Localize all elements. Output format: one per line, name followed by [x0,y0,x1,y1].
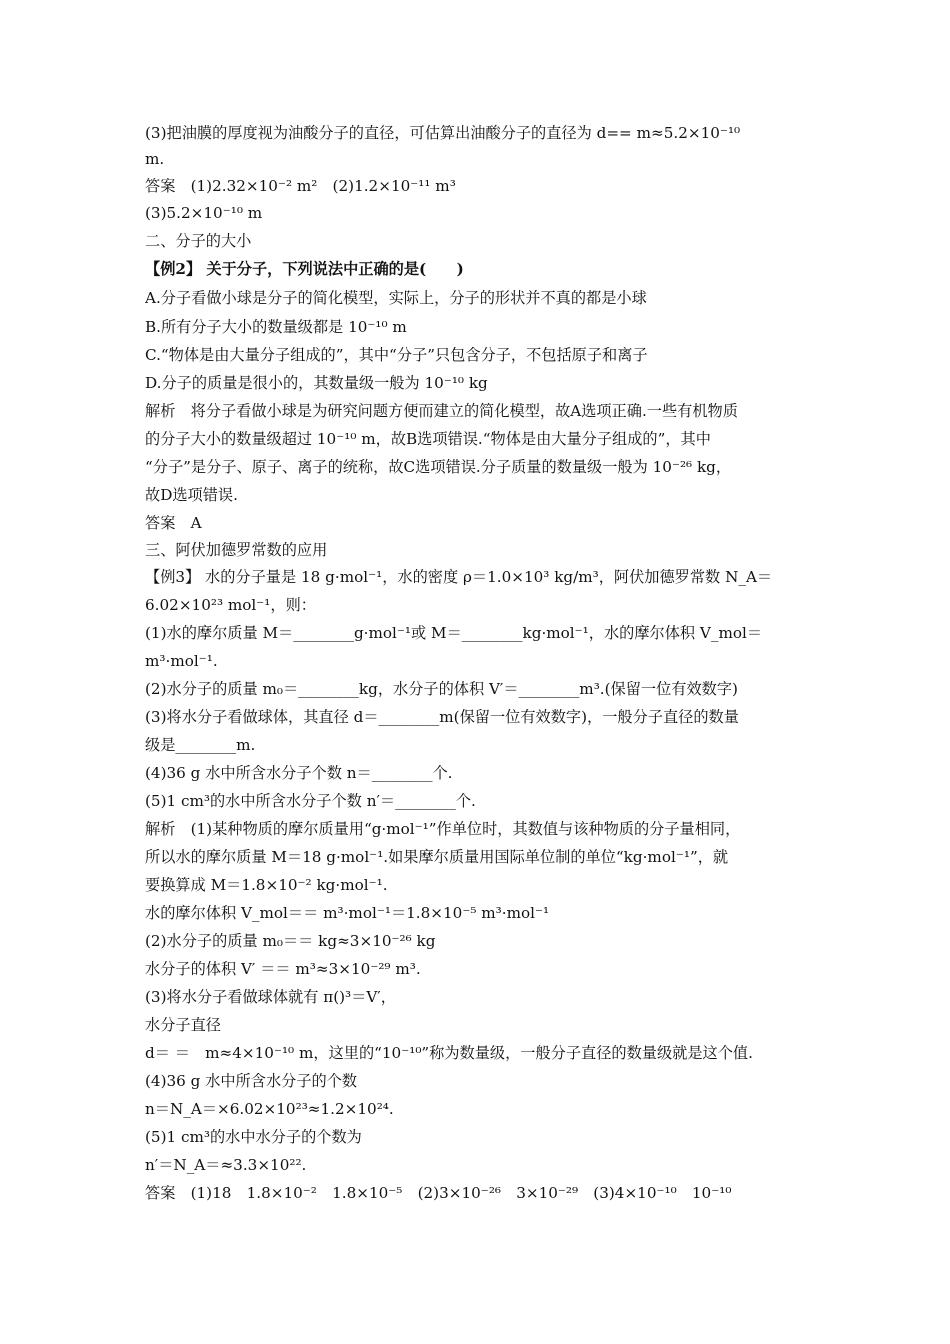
analysis-line: (2)水分子的质量 m₀＝＝ kg≈3×10⁻²⁶ kg [145,932,436,950]
example-title: 【例3】 水的分子量是 18 g·mol⁻¹，水的密度 ρ＝1.0×10³ kg/m³，阿伏加德罗常数 N_A＝ [145,568,773,586]
answer-line: 答案 (1)2.32×10⁻² m² (2)1.2×10⁻¹¹ m³ [145,177,456,195]
section-heading: 二、分子的大小 [145,232,252,250]
analysis-line: “分子”是分子、原子、离子的统称，故C选项错误.分子质量的数量级一般为 10⁻²⁶ kg， [145,458,732,476]
analysis-line: (5)1 cm³的水中水分子的个数为 [145,1128,362,1146]
text-line: m. [145,150,165,168]
question-line: (2)水分子的质量 m₀＝________kg，水分子的体积 V′＝________m³.(保留一位有效数字) [145,680,738,698]
option-b: B.所有分子大小的数量级都是 10⁻¹⁰ m [145,318,407,336]
analysis-line: 水分子的体积 V′ ＝＝ m³≈3×10⁻²⁹ m³. [145,960,421,978]
question-line: m³·mol⁻¹. [145,652,218,670]
analysis-line: (4)36 g 水中所含水分子的个数 [145,1072,358,1090]
text-line: (3)把油膜的厚度视为油酸分子的直径，可估算出油酸分子的直径为 d== m≈5.2×10⁻¹⁰ [145,124,741,142]
option-a: A.分子看做小球是分子的简化模型，实际上，分子的形状并不真的都是小球 [145,289,647,307]
analysis-line: 解析 (1)某种物质的摩尔质量用“g·mol⁻¹”作单位时，其数值与该种物质的分子量相同， [145,820,741,838]
analysis-line: 的分子大小的数量级超过 10⁻¹⁰ m，故B选项错误.“物体是由大量分子组成的”，其中 [145,430,711,448]
example-title: 【例2】 关于分子，下列说法中正确的是( ) [145,260,464,278]
section-heading: 三、阿伏加德罗常数的应用 [145,541,328,559]
analysis-line: d＝ ＝ m≈4×10⁻¹⁰ m，这里的“10⁻¹⁰”称为数量级，一般分子直径的数量级就是这个值. [145,1044,753,1062]
answer-line: 答案 (1)18 1.8×10⁻² 1.8×10⁻⁵ (2)3×10⁻²⁶ 3×10⁻²⁹ (3)4×10⁻¹⁰ 10⁻¹⁰ [145,1184,732,1202]
analysis-line: n′＝N_A＝≈3.3×10²². [145,1156,307,1174]
analysis-line: 要换算成 M＝1.8×10⁻² kg·mol⁻¹. [145,876,388,894]
analysis-line: 故D选项错误. [145,486,238,504]
question-line: (5)1 cm³的水中所含水分子个数 n′＝________个. [145,792,476,810]
question-line: (1)水的摩尔质量 M＝________g·mol⁻¹或 M＝________kg·mol⁻¹，水的摩尔体积 V_mol＝ [145,624,763,642]
option-d: D.分子的质量是很小的，其数量级一般为 10⁻¹⁰ kg [145,374,488,392]
question-line: (4)36 g 水中所含水分子个数 n＝________个. [145,764,453,782]
analysis-line: 所以水的摩尔质量 M＝18 g·mol⁻¹.如果摩尔质量用国际单位制的单位“kg·mol⁻¹”，就 [145,848,729,866]
option-c: C.“物体是由大量分子组成的”，其中“分子”只包含分子，不包括原子和离子 [145,346,648,364]
analysis-line: 水分子直径 [145,1016,221,1034]
analysis-line: 解析 将分子看做小球是为研究问题方便而建立的简化模型，故A选项正确.一些有机物质 [145,402,738,420]
answer-line: 答案 A [145,514,202,532]
answer-line: (3)5.2×10⁻¹⁰ m [145,204,263,222]
analysis-line: (3)将水分子看做球体就有 π()³＝V′， [145,988,396,1006]
question-line: 级是________m. [145,736,256,754]
analysis-line: 水的摩尔体积 V_mol＝＝ m³·mol⁻¹＝1.8×10⁻⁵ m³·mol⁻¹ [145,904,550,922]
text-line: 6.02×10²³ mol⁻¹，则： [145,596,316,614]
analysis-line: n＝N_A＝×6.02×10²³≈1.2×10²⁴. [145,1100,394,1118]
question-line: (3)将水分子看做球体，其直径 d＝________m(保留一位有效数字)，一般分子直径的数量 [145,708,739,726]
